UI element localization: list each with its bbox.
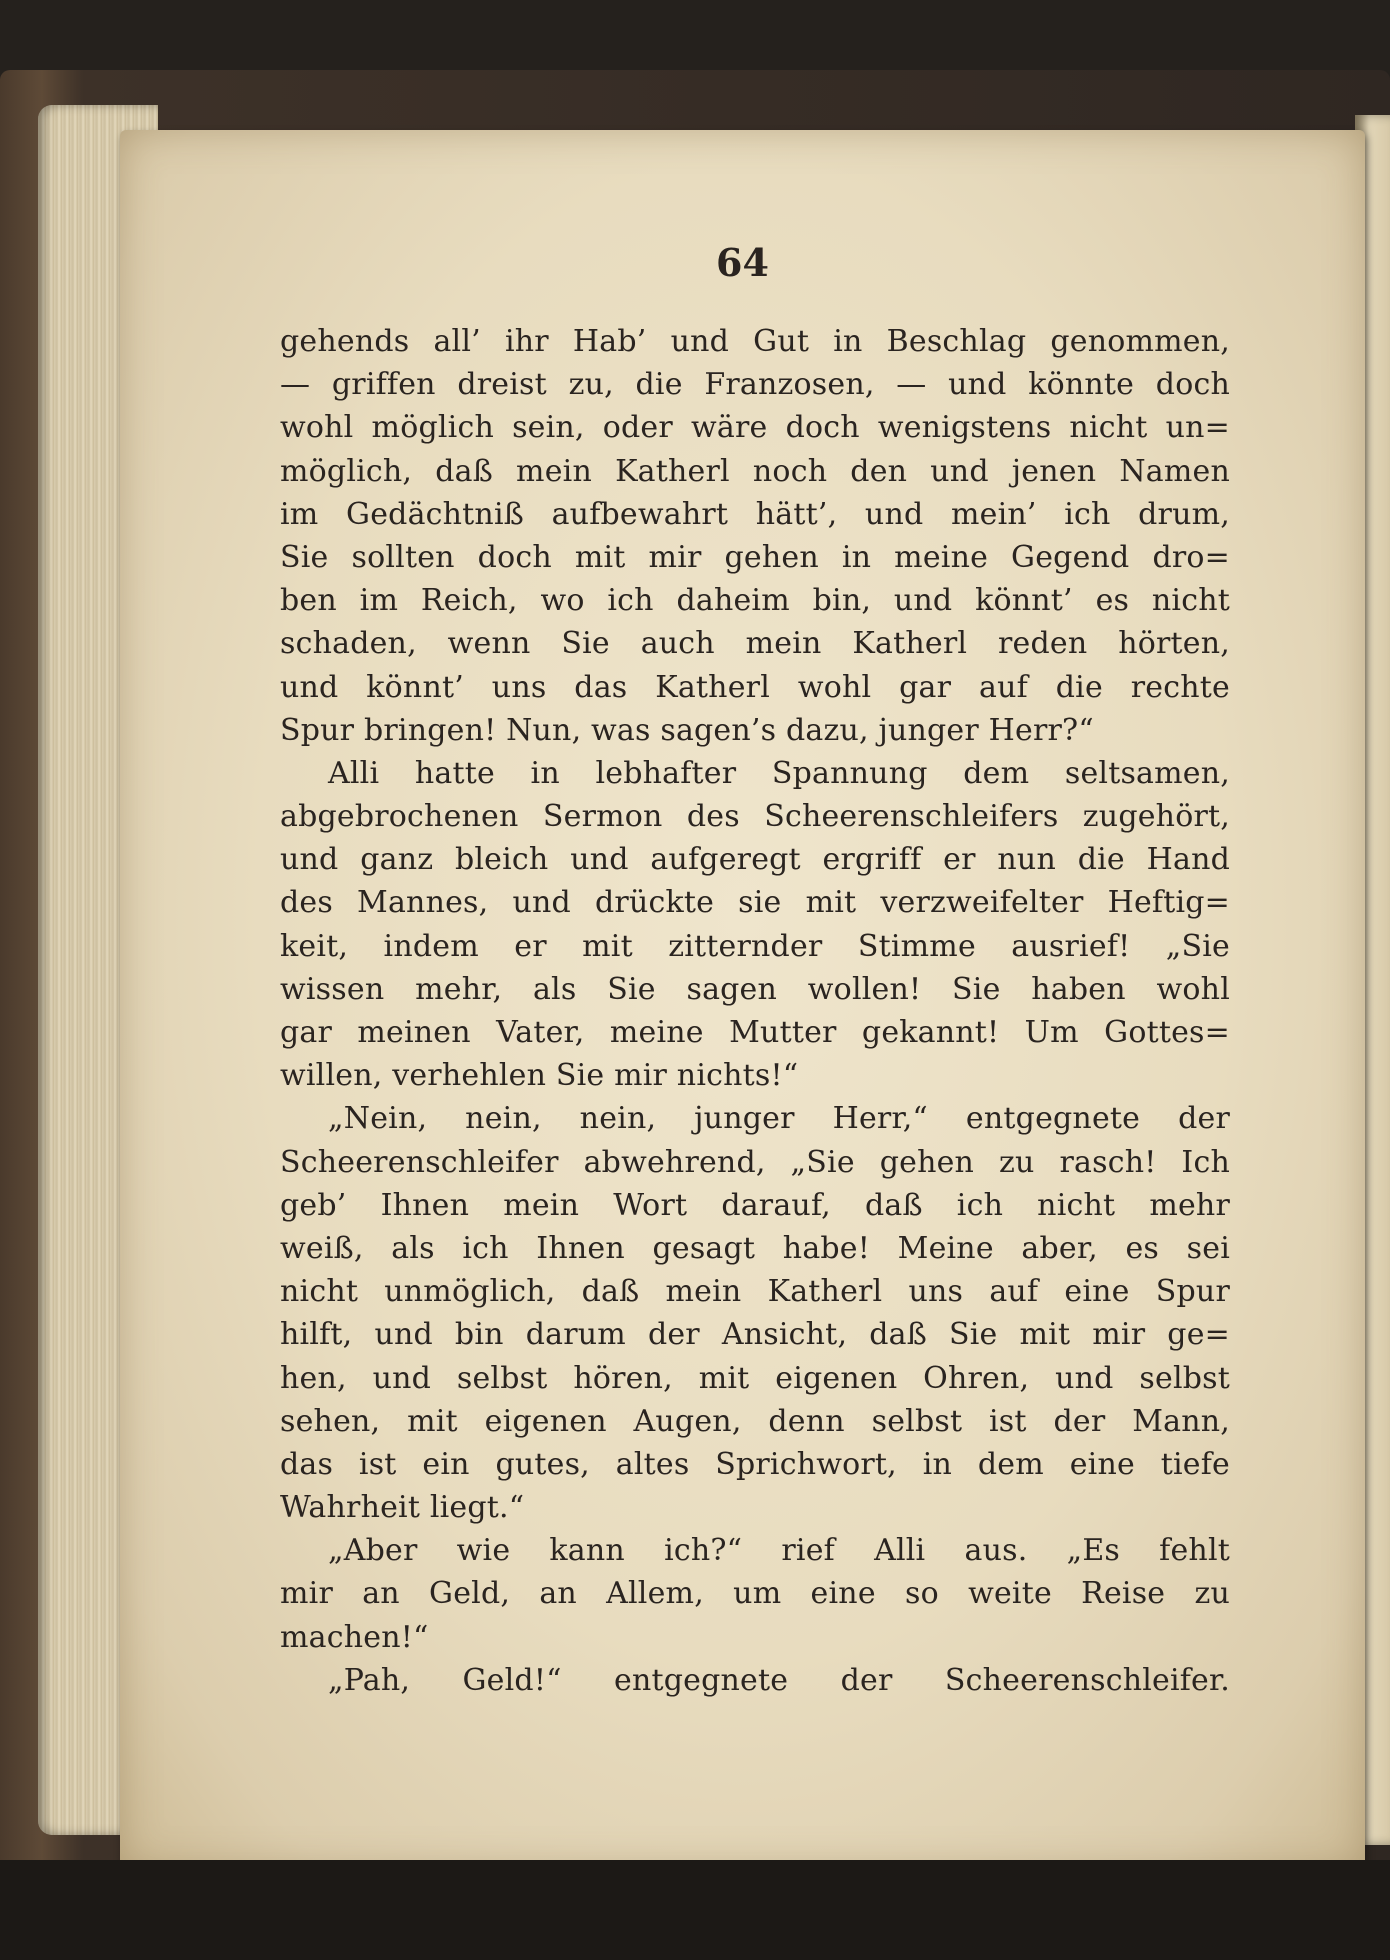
text-line: machen!“: [280, 1619, 429, 1655]
text-line: — griffen dreist zu, die Franzosen, — und könnte doch: [280, 367, 1230, 403]
text-line: Sie sollten doch mit mir gehen in meine Gegend dro=: [280, 539, 1230, 575]
text-line: „Pah, Geld!“ entgegnete der Scheerenschleifer.: [328, 1662, 1230, 1698]
text-line: Scheerenschleifer abwehrend, „Sie gehen zu rasch! Ich: [280, 1144, 1230, 1180]
body-text: [280, 320, 1230, 1702]
text-line: mir an Geld, an Allem, um eine so weite Reise zu: [280, 1576, 1230, 1612]
text-line: und könnt’ uns das Katherl wohl gar auf die rechte: [280, 669, 1230, 705]
text-line: wohl möglich sein, oder wäre doch wenigstens nicht un=: [280, 410, 1230, 446]
text-line: weiß, als ich Ihnen gesagt habe! Meine aber, es sei: [280, 1230, 1230, 1266]
text-line: geb’ Ihnen mein Wort darauf, daß ich nicht mehr: [280, 1187, 1230, 1223]
text-line: sehen, mit eigenen Augen, denn selbst ist der Mann,: [280, 1403, 1230, 1439]
text-line: abgebrochenen Sermon des Scheerenschleifers zugehört,: [280, 799, 1230, 835]
text-line: Spur bringen! Nun, was sagen’s dazu, junger Herr?“: [280, 712, 1094, 748]
text-line: wissen mehr, als Sie sagen wollen! Sie haben wohl: [280, 971, 1230, 1007]
text-line: das ist ein gutes, altes Sprichwort, in dem eine tiefe: [280, 1446, 1230, 1482]
text-line: gehends all’ ihr Hab’ und Gut in Beschlag genommen,: [280, 324, 1230, 359]
text-line: willen, verhehlen Sie mir nichts!“: [280, 1058, 799, 1094]
bottom-shadow: [0, 1860, 1390, 1960]
text-line: „Nein, nein, nein, junger Herr,“ entgegnete der: [328, 1101, 1230, 1137]
text-line: möglich, daß mein Katherl noch den und jenen Namen: [280, 453, 1230, 489]
text-line: gar meinen Vater, meine Mutter gekannt! Um Gottes=: [280, 1015, 1230, 1050]
text-line: hen, und selbst hören, mit eigenen Ohren, und selbst: [280, 1360, 1230, 1396]
text-line: „Aber wie kann ich?“ rief Alli aus. „Es fehlt: [328, 1533, 1230, 1569]
page-number: 64: [716, 240, 769, 285]
text-line: keit, indem er mit zitternder Stimme ausrief! „Sie: [280, 928, 1230, 964]
text-line: Wahrheit liegt.“: [280, 1490, 525, 1526]
text-line: im Gedächtniß aufbewahrt hätt’, und mein’ ich drum,: [280, 496, 1230, 532]
text-line: und ganz bleich und aufgeregt ergriff er nun die Hand: [280, 842, 1230, 878]
text-line: hilft, und bin darum der Ansicht, daß Sie mit mir ge=: [280, 1317, 1230, 1353]
text-line: Alli hatte in lebhafter Spannung dem seltsamen,: [328, 755, 1230, 791]
text-line: des Mannes, und drückte sie mit verzweifelter Heftig=: [280, 885, 1230, 921]
text-line: nicht unmöglich, daß mein Katherl uns auf eine Spur: [280, 1274, 1230, 1310]
text-line: schaden, wenn Sie auch mein Katherl reden hörten,: [280, 626, 1230, 662]
book-page: [120, 130, 1365, 1870]
text-line: ben im Reich, wo ich daheim bin, und könnt’ es nicht: [280, 583, 1230, 619]
